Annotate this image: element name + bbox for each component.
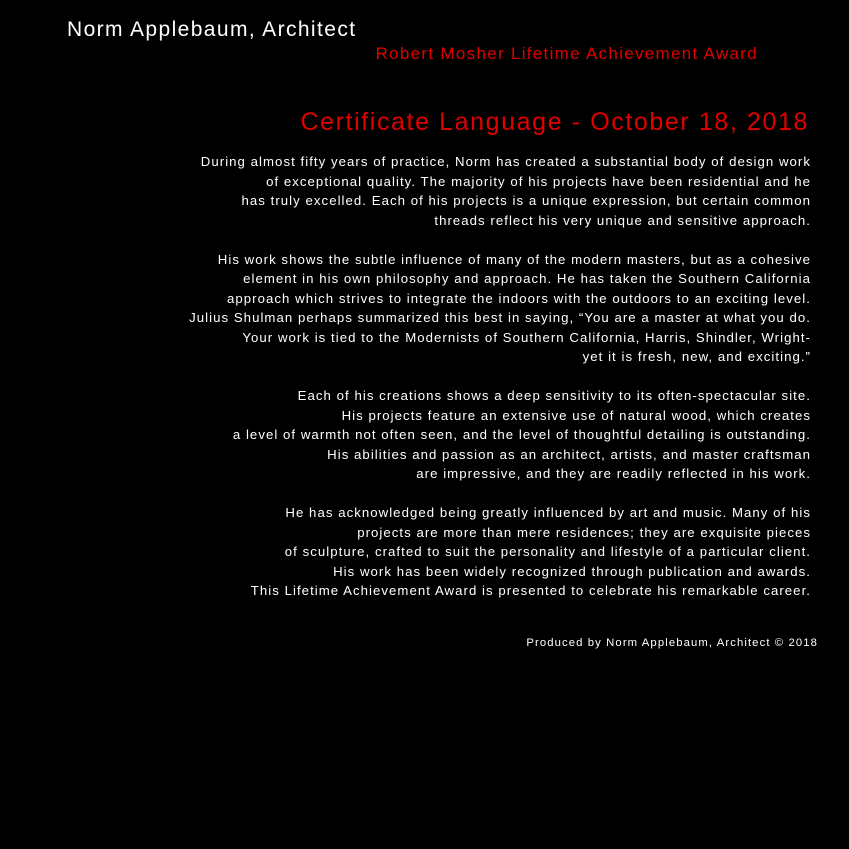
paragraph-1 (51, 152, 811, 230)
paragraph-line: His abilities and passion as an architect, artists, and master craftsman (327, 446, 811, 462)
paragraph-line: yet it is fresh, new, and exciting.” (582, 349, 811, 364)
architect-name: Norm Applebaum, Architect (67, 18, 357, 41)
certificate-heading: Certificate Language - October 18, 2018 (300, 108, 809, 136)
paragraph-line: His work has been widely recognized through publication and awards. (333, 563, 811, 579)
paragraph-line: Your work is tied to the Modernists of Southern California, Harris, Shindler, Wright- (242, 329, 811, 345)
paragraph-4 (51, 503, 811, 601)
paragraph-line: approach which strives to integrate the indoors with the outdoors to an exciting level. (227, 290, 811, 306)
paragraph-line: has truly excelled. Each of his projects is a unique expression, but certain common (241, 193, 811, 208)
paragraph-3 (51, 386, 811, 484)
paragraph-line: During almost fifty years of practice, Norm has created a substantial body of design work (200, 154, 811, 169)
paragraph-line: His work shows the subtle influence of many of the modern masters, but as a cohesive (217, 251, 811, 267)
award-title: Robert Mosher Lifetime Achievement Award (375, 44, 758, 63)
paragraph-line: This Lifetime Achievement Award is presented to celebrate his remarkable career. (250, 583, 811, 598)
footer-credit: Produced by Norm Applebaum, Architect © 2018 (526, 637, 818, 649)
paragraph-line: Julius Shulman perhaps summarized this best in saying, “You are a master at what you do. (189, 310, 811, 325)
paragraph-line: He has acknowledged being greatly influenced by art and music. Many of his (285, 505, 811, 520)
paragraph-line: of exceptional quality. The majority of his projects have been residential and he (266, 173, 811, 189)
paragraph-line: His projects feature an extensive use of natural wood, which creates (341, 407, 811, 423)
paragraph-line: are impressive, and they are readily reflected in his work. (416, 466, 811, 481)
paragraph-line: projects are more than mere residences; they are exquisite pieces (357, 524, 811, 540)
paragraph-2 (51, 250, 811, 367)
paragraph-line: Each of his creations shows a deep sensitivity to its often-spectacular site. (297, 388, 811, 403)
paragraph-line: threads reflect his very unique and sensitive approach. (434, 212, 811, 228)
paragraph-line: element in his own philosophy and approach. He has taken the Southern California (243, 271, 811, 286)
certificate-body (51, 152, 811, 620)
paragraph-line: a level of warmth not often seen, and the level of thoughtful detailing is outstanding. (232, 427, 811, 442)
paragraph-line: of sculpture, crafted to suit the personality and lifestyle of a particular client. (284, 544, 811, 559)
